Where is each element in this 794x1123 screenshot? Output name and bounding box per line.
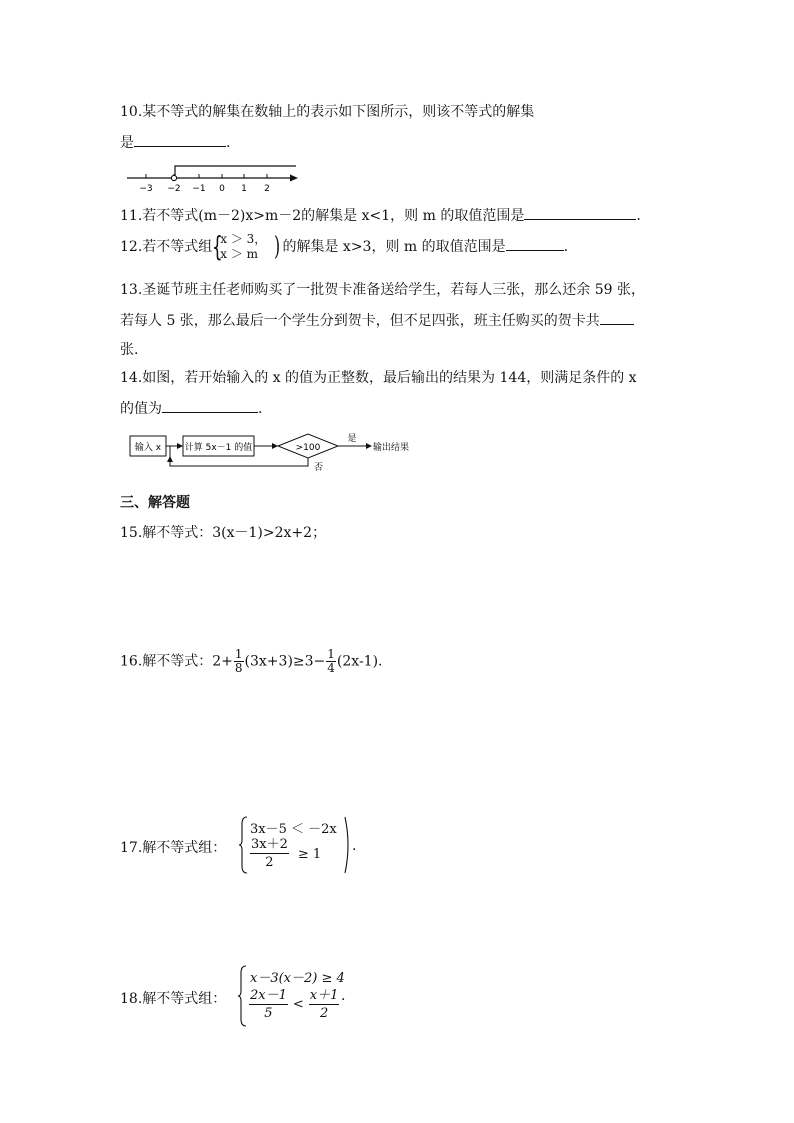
left-brace [239, 816, 249, 874]
arrow-head [167, 456, 173, 462]
q15-line: 15.解不等式：3(x－1)>2x+2； [120, 525, 327, 541]
solution-ray [175, 166, 296, 178]
q16-line [120, 648, 383, 675]
q17-row2-rest: ≥ 1 [297, 846, 322, 862]
q17-row1: 3x－5 ＜ －2x [250, 822, 337, 837]
q13-line2-text: 若每人 5 张，那么最后一个学生分到贺卡，但不足四张，班主任购买的贺卡共 [120, 313, 600, 329]
q18-row1: x－3(x－2) ≥ 4 [250, 971, 345, 986]
q12-system [212, 232, 282, 262]
q11-line [120, 205, 641, 225]
q11-suffix: . [636, 208, 641, 224]
q16-suffix: (2x-1). [336, 653, 383, 670]
number-line [122, 160, 302, 194]
q17-label: 17.解不等式组： [120, 840, 227, 856]
left-brace: { [212, 230, 223, 263]
input-label: 输入 x [134, 443, 162, 453]
yes-label: 是 [347, 434, 357, 444]
q13-line1: 13.圣诞节班主任老师购买了一批贺卡准备送给学生，若每人三张，那么还余 59 张， [120, 282, 645, 298]
q12-suffix: 的解集是 x>3，则 m 的取值范围是 [282, 239, 506, 255]
q13-line3: 张. [120, 342, 139, 358]
q13-answer-blank[interactable] [600, 311, 634, 325]
compute-label: 计算 5x－1 的值 [184, 443, 253, 453]
q12-row2: x ＞ m [220, 247, 259, 261]
q12-prefix: 12.若不等式组 [120, 239, 213, 255]
q11-text: 11.若不等式(m－2)x>m－2的解集是 x<1，则 m 的取值范围是 [120, 208, 525, 224]
q14-answer-blank[interactable] [162, 399, 258, 413]
q14-prefix: 的值为 [120, 401, 162, 417]
q14-line1: 14.如图，若开始输入的 x 的值为正整数，最后输出的结果为 144，则满足条件的 x [120, 370, 637, 386]
fraction-one-quarter: $\frac{1}{4}$ [327, 647, 335, 675]
arrow-head [366, 443, 372, 449]
q18-fraction-b: $\frac{x+1}{2}$ [309, 988, 339, 1021]
open-point [171, 175, 176, 180]
tick-label: −2 [167, 184, 181, 194]
output-label: 输出结果 [373, 443, 410, 453]
tick-label: −1 [192, 184, 206, 194]
q18-less-than: < [292, 997, 304, 1012]
tick-label: 0 [219, 184, 225, 194]
q16-mid: (3x+3)≥3− [244, 653, 326, 670]
q17-row2 [249, 836, 321, 871]
q18-suffix: . [341, 988, 346, 1004]
q14-line2 [120, 398, 262, 418]
no-label: 否 [314, 463, 324, 473]
flowchart [126, 430, 426, 475]
condition-label: >100 [295, 443, 321, 453]
tick-label: 1 [241, 184, 247, 194]
q12-end: . [563, 239, 569, 255]
q17-fraction: $\frac{3x+2}{2}$ [251, 837, 288, 870]
q11-answer-blank[interactable] [524, 206, 636, 220]
section-heading: 三、解答题 [120, 495, 190, 511]
arrow-head [177, 443, 183, 449]
q10-line1: 10.某不等式的解集在数轴上的表示如下图所示，则该不等式的解集 [120, 104, 535, 120]
tick-label: 2 [264, 184, 270, 194]
axis-arrow [290, 175, 298, 182]
right-paren: ) [274, 232, 281, 262]
q18-row2 [248, 987, 340, 1022]
q10-answer-blank[interactable] [134, 133, 226, 147]
q12-row1: x ＞ 3， [220, 232, 267, 246]
q12-answer-blank[interactable] [506, 237, 564, 251]
q14-suffix: . [258, 401, 263, 417]
left-brace [238, 965, 248, 1027]
q10-suffix: . [226, 135, 231, 151]
fraction-one-eighth: $\frac{1}{8}$ [234, 647, 243, 675]
tick-label: −3 [139, 184, 153, 194]
q17-suffix: . [352, 838, 357, 854]
q18-label: 18.解不等式组： [120, 991, 227, 1007]
q16-prefix: 16.解不等式：2+ [120, 653, 233, 670]
q12-line [120, 232, 568, 262]
q13-line2 [120, 310, 634, 330]
q10-prefix: 是 [120, 135, 134, 151]
q10-line2 [120, 132, 230, 152]
q18-fraction-a: $\frac{2x-1}{5}$ [250, 988, 287, 1021]
